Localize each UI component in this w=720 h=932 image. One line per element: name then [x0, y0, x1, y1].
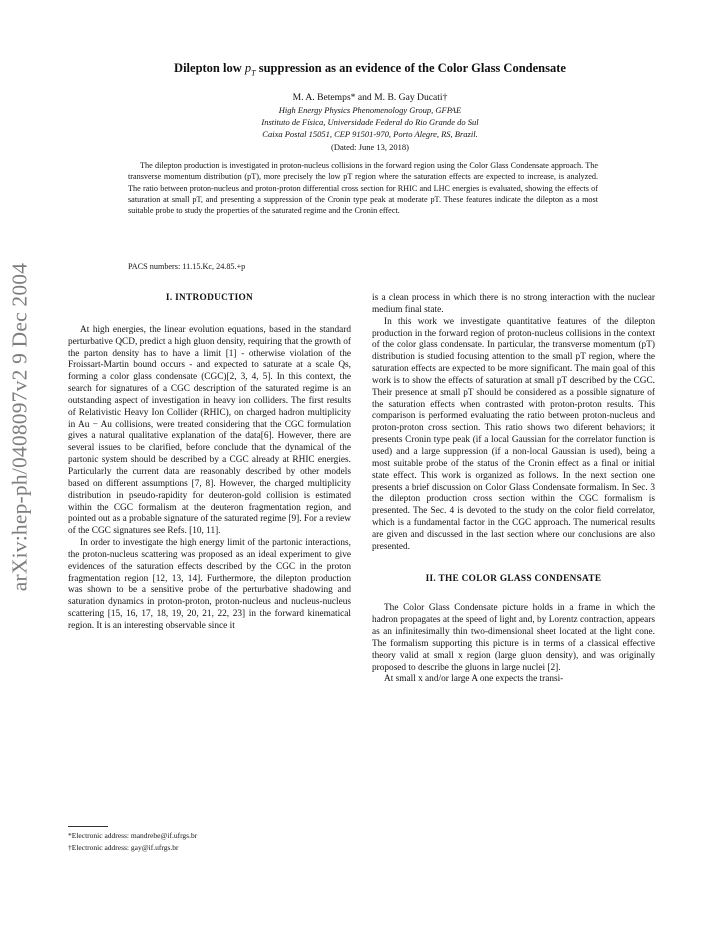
title-pt-symbol: p [244, 61, 252, 75]
left-column [68, 293, 351, 633]
cgc-paragraph-2: At small x and/or large A one expects the transi- [384, 674, 564, 685]
affiliation-institute: Instituto de Física, Universidade Federal do Rio Grande do Sul [261, 117, 479, 127]
footnote-rule [68, 826, 108, 827]
title-pt-subscript: T [251, 68, 256, 78]
paper-title [80, 61, 660, 78]
intro-paragraph-1: At high energies, the linear evolution equations, based in the standard perturbative QCD, predict a high gluon density, requiring that the growth of the parton density has to have a limit [1] - otherwise violation of the Froissart-Martin bound occurs - and expected to saturate at a scale Qs, forming a color glass condensate (CGC)[2, 3, 4, 5]. In this context, the search for signatures of a CGC description of the saturated regime is an outstanding aspect of investigation in heavy ion colliders. The first results of Relativistic Heavy Ion Collider (RHIC), on charged hadron multiplicity in Au − Au collisions, were treated considering that the CGC formulation gives a natural qualitative explanation of the data[6]. However, there are several issues to be clarified, before conclude that the dynamical of the partonic system should be described by a CGC already at RHIC energies. Particularly the current data are reasonably described by other models based on different assumptions [7, 8]. However, the charged multiplicity distribution in pseudo-rapidity for deuteron-gold collision is estimated within the CGC formalism at the deuteron fragmentation region, and pointed out as a probable signature of the saturated regime [9]. For a review of the CGC signatures see Refs. [10, 11]. [68, 324, 351, 537]
abstract-text: The dilepton production is investigated in proton-nucleus collisions in the forward region using the Color Glass Condensate approach. The transverse momentum distribution (pT), more precisely the low pT region where the saturation effects are expected to increase, is analyzed. The ratio between proton-nucleus and proton-proton differential cross section for RHIC and LHC energies is evaluated, showing the effects of saturation at small pT, and presenting a suppression of the Cronin type peak at moderate pT. These features indicate the dilepton as a most suitable probe to study the properties of the saturated regime and the Cronin effect. [128, 161, 598, 216]
title-part-2: suppression as an evidence of the Color Glass Condensate [255, 61, 566, 75]
intro-paragraph-3: is a clean process in which there is no strong interaction with the nuclear medium final state. [372, 293, 655, 315]
arxiv-side-stamp [2, 232, 38, 622]
abstract [128, 160, 598, 216]
pacs-numbers: PACS numbers: 11.15.Kc, 24.85.+p [128, 262, 246, 271]
authors: M. A. Betemps* and M. B. Gay Ducati† [292, 92, 448, 103]
footnote-email-2: †Electronic address: gay@if.ufrgs.br [68, 843, 179, 852]
intro-paragraph-2: In order to investigate the high energy limit of the partonic interactions, the proton-nucleus scattering was proposed as an ideal experiment to give evidences of the saturation effects described by the CGC in the proton fragmentation region [12, 13, 14]. Furthermore, the dilepton production was shown to be a sensitive probe of the perturbative shadowing and saturation dynamics in proton-proton, proton-nucleus and nucleus-nucleus scattering [15, 16, 17, 18, 19, 20, 21, 22, 23] in the forward kinematical region. It is an interesting observable since it [68, 538, 351, 631]
section-1-heading: I. INTRODUCTION [165, 293, 254, 303]
title-part-1: Dilepton low [174, 61, 245, 75]
affiliation-address: Caixa Postal 15051, CEP 91501-970, Porto Alegre, RS, Brazil. [262, 129, 478, 139]
intro-paragraph-4: In this work we investigate quantitative features of the dilepton production in the forward region of proton-nucleus collisions in the context of the color glass condensate. In particular, the transverse momentum (pT) distribution is studied focusing attention to the small pT region, where the saturation effects are expected to be more significant. The main goal of this work is to show the effects of saturation at small pT described by the CGC. Their presence at small pT should be considered as a possible signature of the saturation effects when contrasted with proton-proton results. This comparison is performed evaluating the ratio between proton-nucleus and proton-proton cross section. This ratio shows two diferent behaviors; it presents Cronin type peak (if a local Gaussian for the correlator function is used) and a large suppression (if a non-local Gaussian is used), being a most suitable probe of the status of the Cronin effect as a final or initial state effect. This work is organized as follows. In the next section one presents a brief discussion on Color Glass Condensate formalism. In Sec. 3 the dilepton production cross section within the CGC formalism is presented. The Sec. 4 is devoted to the study on the color field correlator, which is a fundamental factor in the CGC approach. The numerical results are given and discussed in the last section where our conclusions are also presented. [372, 316, 655, 552]
affiliation-group: High Energy Physics Phenomenology Group, GFPAE [278, 105, 462, 115]
section-2-heading: II. THE COLOR GLASS CONDENSATE [425, 573, 602, 584]
date-line: (Dated: June 13, 2018) [331, 142, 409, 152]
arxiv-identifier: arXiv:hep-ph/0408097v2 9 Dec 2004 [7, 262, 32, 592]
footnote-email-1: *Electronic address: mandrebe@if.ufrgs.br [68, 831, 198, 840]
right-column [372, 293, 655, 686]
cgc-paragraph-1: The Color Glass Condensate picture holds in a frame in which the hadron propagates at the speed of light and, by Lorentz contraction, appears as an infinitesimally thin two-dimensional sheet located at the light cone. The formalism supporting this picture is in terms of a classical effective theory valid at small x region (large gluon density), and was originally proposed to describe the gluons in large nuclei [2]. [372, 603, 655, 673]
